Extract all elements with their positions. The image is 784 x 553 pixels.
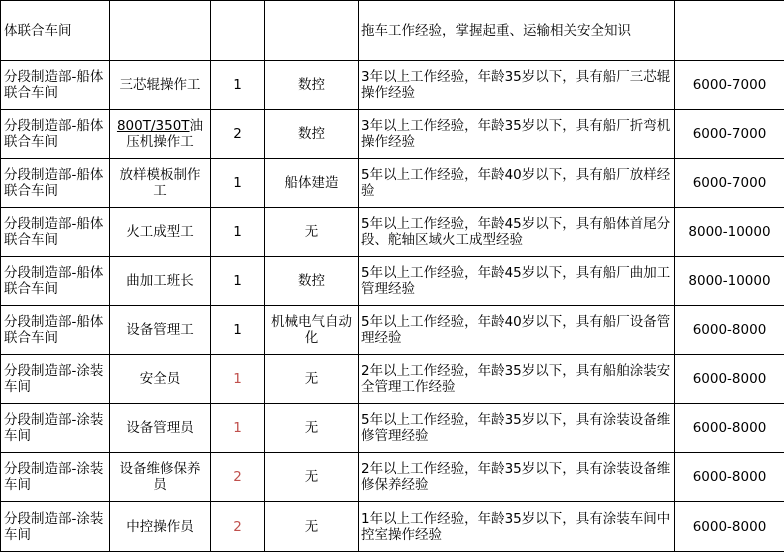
headcount-cell: 1	[211, 306, 265, 355]
department-cell: 分段制造部-涂装车间	[1, 404, 110, 453]
department-cell: 分段制造部-船体联合车间	[1, 208, 110, 257]
salary-cell: 6000-8000	[675, 502, 784, 552]
salary-cell: 6000-7000	[675, 61, 784, 110]
table-row	[1, 208, 784, 257]
position-cell	[110, 110, 211, 159]
requirement-cell: 5年以上工作经验，年龄40岁以下，具有船厂设备管理经验	[359, 306, 675, 355]
headcount-cell: 1	[211, 159, 265, 208]
requirement-cell: 3年以上工作经验，年龄35岁以下，具有船厂三芯辊操作经验	[359, 61, 675, 110]
major-cell: 机械电气自动化	[265, 306, 359, 355]
position-cell: 安全员	[110, 355, 211, 404]
department-cell: 分段制造部-船体联合车间	[1, 306, 110, 355]
headcount-cell	[211, 1, 265, 61]
department-cell: 分段制造部-涂装车间	[1, 453, 110, 502]
major-cell: 无	[265, 404, 359, 453]
salary-cell	[675, 1, 784, 61]
position-name-text: 油压机操作工	[126, 118, 204, 150]
requirement-cell: 2年以上工作经验，年龄35岁以下，具有船舶涂装安全管理工作经验	[359, 355, 675, 404]
salary-cell: 6000-8000	[675, 355, 784, 404]
major-cell: 无	[265, 355, 359, 404]
position-cell: 三芯辊操作工	[110, 61, 211, 110]
table-row	[1, 453, 784, 502]
table-row	[1, 355, 784, 404]
major-cell: 无	[265, 453, 359, 502]
table-row	[1, 159, 784, 208]
major-cell: 数控	[265, 110, 359, 159]
table-row	[1, 257, 784, 306]
department-cell: 分段制造部-船体联合车间	[1, 61, 110, 110]
position-model-text: 800T/350T	[116, 118, 190, 134]
salary-cell: 8000-10000	[675, 208, 784, 257]
salary-cell: 8000-10000	[675, 257, 784, 306]
requirement-cell: 3年以上工作经验，年龄35岁以下，具有船厂折弯机操作经验	[359, 110, 675, 159]
headcount-cell: 2	[211, 110, 265, 159]
headcount-cell: 1	[211, 355, 265, 404]
salary-cell: 6000-7000	[675, 159, 784, 208]
major-cell: 无	[265, 502, 359, 552]
table-row	[1, 110, 784, 159]
headcount-cell: 1	[211, 404, 265, 453]
position-cell: 中控操作员	[110, 502, 211, 552]
salary-cell: 6000-8000	[675, 404, 784, 453]
position-cell: 火工成型工	[110, 208, 211, 257]
position-cell: 设备维修保养员	[110, 453, 211, 502]
requirement-cell: 1年以上工作经验，年龄35岁以下，具有涂装车间中控室操作经验	[359, 502, 675, 552]
headcount-cell: 1	[211, 61, 265, 110]
department-cell: 体联合车间	[1, 1, 110, 61]
position-cell: 曲加工班长	[110, 257, 211, 306]
position-cell: 设备管理员	[110, 404, 211, 453]
requirement-cell: 拖车工作经验，掌握起重、运输相关安全知识	[359, 1, 675, 61]
position-cell: 放样模板制作工	[110, 159, 211, 208]
major-cell	[265, 1, 359, 61]
table-row	[1, 404, 784, 453]
requirement-cell: 5年以上工作经验，年龄45岁以下，具有船体首尾分段、舵轴区域火工成型经验	[359, 208, 675, 257]
requirement-cell: 5年以上工作经验，年龄35岁以下，具有涂装设备维修管理经验	[359, 404, 675, 453]
headcount-cell: 2	[211, 453, 265, 502]
department-cell: 分段制造部-船体联合车间	[1, 257, 110, 306]
requirement-cell: 5年以上工作经验，年龄40岁以下，具有船厂放样经验	[359, 159, 675, 208]
table-row	[1, 61, 784, 110]
major-cell: 船体建造	[265, 159, 359, 208]
major-cell: 无	[265, 208, 359, 257]
position-cell	[110, 1, 211, 61]
salary-cell: 6000-8000	[675, 453, 784, 502]
headcount-cell: 1	[211, 208, 265, 257]
headcount-cell: 2	[211, 502, 265, 552]
department-cell: 分段制造部-船体联合车间	[1, 110, 110, 159]
table-row	[1, 1, 784, 61]
major-cell: 数控	[265, 61, 359, 110]
requirement-cell: 2年以上工作经验，年龄35岁以下，具有涂装设备维修保养经验	[359, 453, 675, 502]
position-cell: 设备管理工	[110, 306, 211, 355]
major-cell: 数控	[265, 257, 359, 306]
department-cell: 分段制造部-涂装车间	[1, 355, 110, 404]
table-row	[1, 502, 784, 552]
department-cell: 分段制造部-船体联合车间	[1, 159, 110, 208]
salary-cell: 6000-7000	[675, 110, 784, 159]
headcount-cell: 1	[211, 257, 265, 306]
table-row	[1, 306, 784, 355]
salary-cell: 6000-8000	[675, 306, 784, 355]
requirement-cell: 5年以上工作经验，年龄45岁以下，具有船厂曲加工管理经验	[359, 257, 675, 306]
department-cell: 分段制造部-涂装车间	[1, 502, 110, 552]
